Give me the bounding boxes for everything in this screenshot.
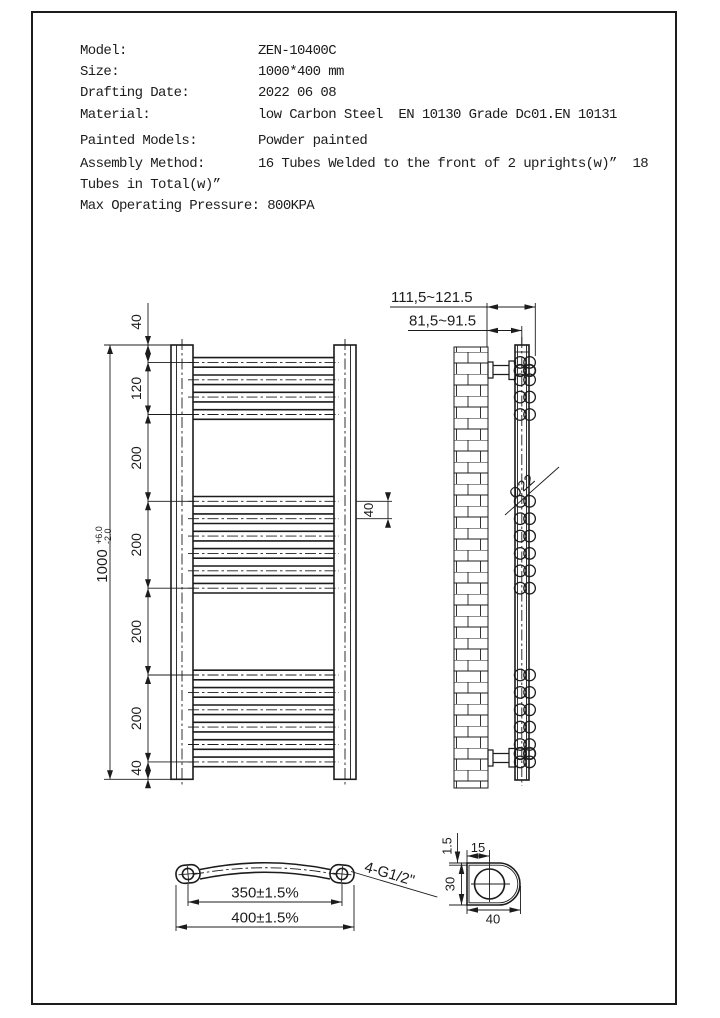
- tube-rows: [188, 358, 339, 767]
- tube-spacing-dimension: [356, 492, 392, 527]
- tube-diameter-label: Ø22: [505, 471, 539, 503]
- connection-callout: [351, 855, 442, 897]
- tolerance-plus-label: +6.0: [94, 526, 104, 544]
- tube-diameter-callout: [505, 467, 559, 515]
- overall-height-label: 1000: [94, 549, 111, 583]
- spec-value: 16 Tubes Welded to the front of 2 uprights(w)” 18: [258, 156, 649, 172]
- spec-label: Model:: [80, 43, 127, 59]
- plan-view: [175, 855, 442, 931]
- spec-label: Drafting Date:: [80, 85, 190, 101]
- side-upright: [515, 337, 529, 786]
- dim-bottom-40: 40: [128, 760, 144, 776]
- side-view: [390, 289, 559, 788]
- front-view: [94, 303, 392, 788]
- dim-200-b: 200: [128, 533, 144, 557]
- dim-200-a: 200: [128, 446, 144, 470]
- dim-200-d: 200: [128, 706, 144, 731]
- dim-top-40: 40: [128, 314, 144, 330]
- wall-to-center-label: 81,5~91.5: [409, 312, 477, 330]
- profile-depth-label: 30: [442, 876, 458, 892]
- tube-spacing-label: 40: [361, 502, 376, 518]
- spec-label: Painted Models:: [80, 133, 198, 149]
- wall-distance-dimensions: [390, 289, 535, 356]
- spec-assembly-wrap: Tubes in Total(w)”: [80, 177, 221, 193]
- detail-dimensions: [441, 833, 521, 927]
- profile-width-label: 40: [485, 911, 501, 927]
- brick-wall: [454, 347, 488, 788]
- spec-value: low Carbon Steel EN 10130 Grade Dc01.EN 10131: [258, 107, 617, 123]
- tolerance-minus-label: -2.0: [103, 528, 113, 544]
- left-upright: [171, 339, 193, 785]
- upright-profile-section: [467, 863, 520, 905]
- spec-value: Powder painted: [258, 133, 368, 149]
- detail-view: [441, 833, 521, 927]
- dim-120: 120: [128, 376, 144, 401]
- plan-dimensions: [176, 884, 354, 931]
- spec-label: Material:: [80, 107, 151, 123]
- spec-value: ZEN-10400C: [258, 43, 337, 59]
- hole-offset-label: 15: [470, 840, 486, 855]
- spec-value: 2022 06 08: [258, 85, 337, 101]
- spec-value: 1000*400 mm: [258, 64, 344, 80]
- curved-tube-plan: [193, 863, 337, 879]
- wall-to-outer-label: 111,5~121.5: [391, 289, 473, 306]
- spec-pressure-line: Max Operating Pressure: 800KPA: [80, 198, 315, 214]
- dim-200-c: 200: [128, 619, 144, 644]
- right-upright: [334, 339, 356, 785]
- hole-centers-label: 350±1.5%: [231, 884, 299, 902]
- spec-label: Assembly Method:: [80, 156, 205, 172]
- wall-thickness-label: 1.5: [440, 837, 455, 855]
- connection-label: 4-G1/2": [362, 858, 417, 890]
- chain-dimension: [128, 303, 195, 788]
- spec-label: Size:: [80, 64, 120, 80]
- overall-width-label: 400±1.5%: [231, 909, 299, 927]
